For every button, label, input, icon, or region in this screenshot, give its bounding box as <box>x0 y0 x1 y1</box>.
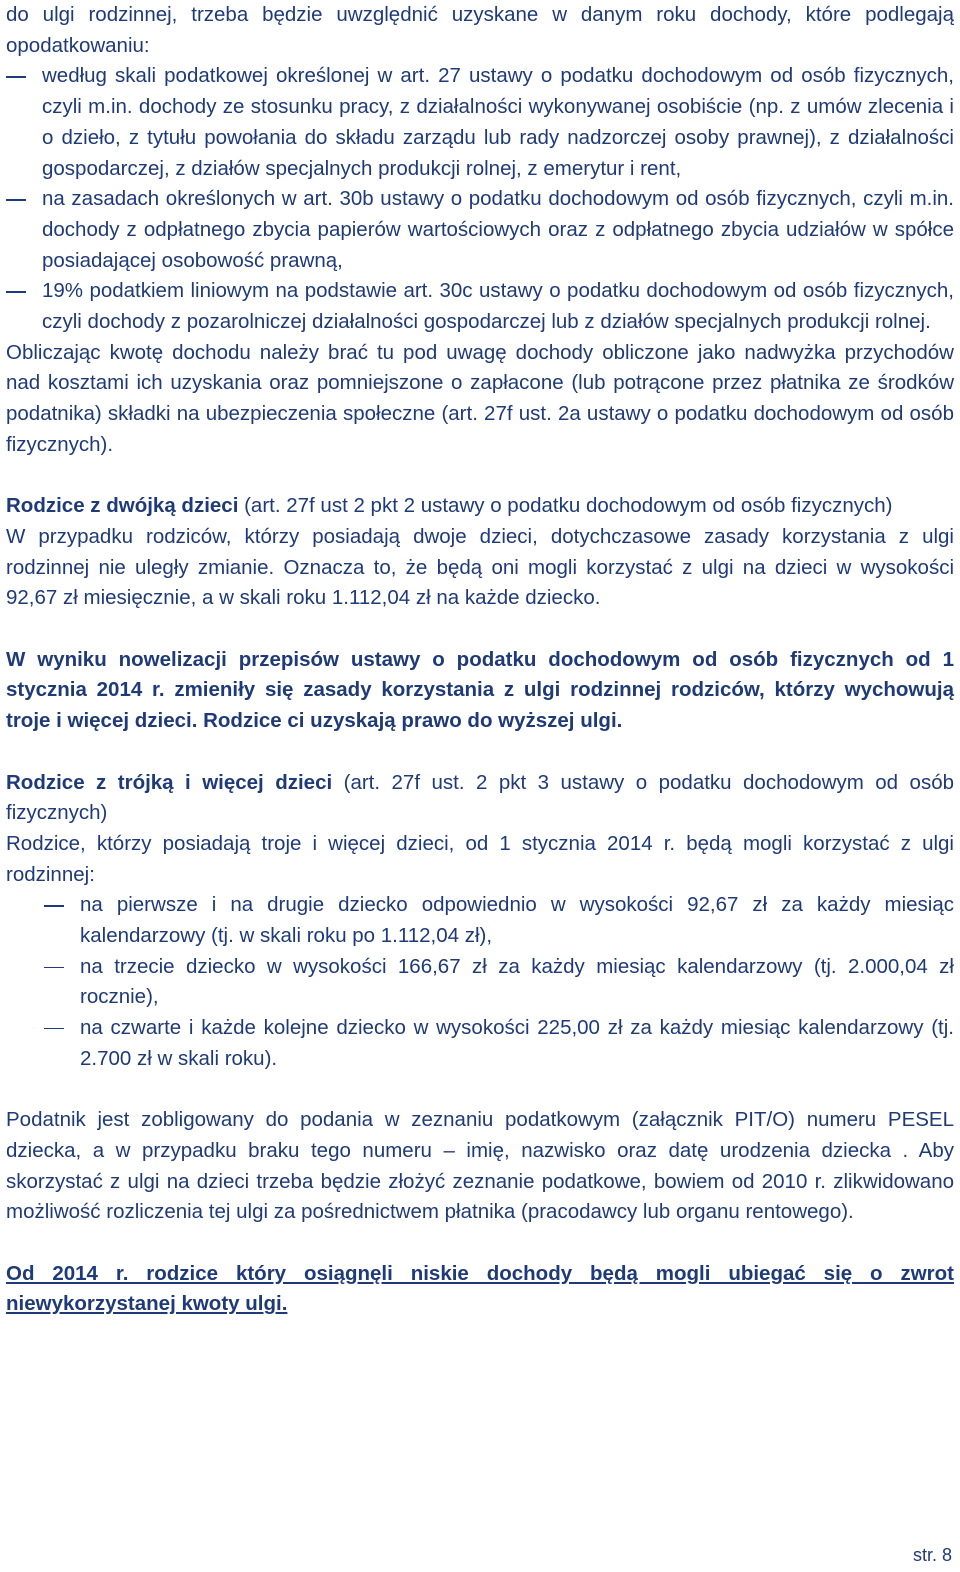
list-item-text: 19% podatkiem liniowym na podstawie art. 30c ustawy o podatku dochodowym od osób fizycznych, czyli dochody z pozarolniczej działalności gospodarczej lub z działów specjalnych produkcji rolnej. <box>42 279 954 334</box>
paragraph-final: Od 2014 r. rodzice który osiągnęli niskie dochody będą mogli ubiegać się o zwrot niewykorzystanej kwoty ulgi. <box>6 1261 954 1316</box>
list-item <box>44 890 954 951</box>
section-two-children-heading <box>6 491 954 522</box>
paragraph-intro: do ulgi rodzinnej, trzeba będzie uwzględnić uzyskane w danym roku dochody, które podlegają opodatkowaniu: <box>6 3 954 57</box>
heading-two-children-ref: (art. 27f ust 2 pkt 2 ustawy o podatku dochodowym od osób fizycznych) <box>238 494 893 518</box>
spacer <box>6 1228 954 1259</box>
paragraph-obliczajac: Obliczając kwotę dochodu należy brać tu pod uwagę dochody obliczone jako nadwyżka przychodów nad kosztami ich uzyskania oraz pomniejszone o zapłacone (lub potrącone przez płatnika ze środków podatnika) składki na ubezpieczenia społeczne (art. 27f ust. 2a ustawy o podatku dochodowym od osób fizycznych). <box>6 340 954 456</box>
paragraph-bold-notice: W wyniku nowelizacji przepisów ustawy o podatku dochodowym od osób fizycznych od 1 stycznia 2014 r. zmieniły się zasady korzystania z ulgi rodzinnej rodziców, którzy wychowują troje i więcej dzieci. Rodzice ci uzyskają prawo do wyższej ulgi. <box>6 647 954 733</box>
paragraph-two-children: W przypadku rodziców, którzy posiadają dwoje dzieci, dotychczasowe zasady korzystania z ulgi rodzinnej nie uległy zmianie. Oznacza to, że będą oni mogli korzystać z ulgi na dzieci w wysokości 92,67 zł miesięcznie, a w skali roku 1.112,04 zł na każde dziecko. <box>6 524 954 610</box>
spacer <box>6 461 954 492</box>
page-number: str. 8 <box>912 1545 952 1565</box>
paragraph-podatnik: Podatnik jest zobligowany do podania w zeznaniu podatkowym (załącznik PIT/O) numeru PESEL dziecka, a w przypadku braku tego numeru – imię, nazwisko oraz datę urodzenia dziecka . Aby skorzystać z ulgi na dzieci trzeba będzie złożyć zeznanie podatkowe, bowiem od 2010 r. zlikwidowano możliwość rozliczenia tej ulgi za pośrednictwem płatnika (pracodawcy lub organu rentowego). <box>6 1108 954 1224</box>
list-item <box>44 952 954 1013</box>
heading-three-children: Rodzice z trójką i więcej dzieci <box>6 770 333 794</box>
paragraph-three-children: Rodzice, którzy posiadają troje i więcej dzieci, od 1 stycznia 2014 r. będą mogli korzystać z ulgi rodzinnej: <box>6 831 954 886</box>
list-item <box>44 1013 954 1074</box>
list-item-text: na trzecie dziecko w wysokości 166,67 zł za każdy miesiąc kalendarzowy (tj. 2.000,04 zł rocznie), <box>80 954 954 1009</box>
heading-two-children: Rodzice z dwójką dzieci <box>6 494 239 518</box>
list-item <box>6 184 954 276</box>
relief-amount-list <box>44 890 954 1074</box>
section-three-children-heading <box>6 768 954 829</box>
list-item <box>6 276 954 337</box>
list-item-text: na czwarte i każde kolejne dziecko w wysokości 225,00 zł za każdy miesiąc kalendarzowy (tj. 2.700 zł w skali roku). <box>80 1016 954 1070</box>
list-item-text: na pierwsze i na drugie dziecko odpowiednio w wysokości 92,67 zł za każdy miesiąc kalendarzowy (tj. w skali roku po 1.112,04 zł), <box>80 893 954 948</box>
list-item-text: według skali podatkowej określonej w art. 27 ustawy o podatku dochodowym od osób fizycznych, czyli m.in. dochody ze stosunku pracy, z działalności wykonywanej osobiście (np. z umów zlecenia i o dzieło, z tytułu powołania do składu zarządu lub rady nadzorczej osoby prawnej), z działalności gospodarczej, z działów specjalnych produkcji rolnej, z emerytur i rent, <box>42 64 954 180</box>
spacer <box>6 737 954 768</box>
list-item <box>6 61 954 184</box>
income-list <box>6 61 954 337</box>
spacer <box>6 1075 954 1106</box>
list-item-text: na zasadach określonych w art. 30b ustawy o podatku dochodowym od osób fizycznych, czyli m.in. dochody z odpłatnego zbycia papierów wartościowych oraz z odpłatnego zbycia udziałów w spółce posiadającej osobowość prawną, <box>42 187 954 272</box>
heading-three-children-ref: (art. 27f ust. 2 pkt 3 ustawy o podatku dochodowym od osób fizycznych) <box>6 770 954 825</box>
spacer <box>6 614 954 645</box>
document-page <box>6 0 954 1320</box>
